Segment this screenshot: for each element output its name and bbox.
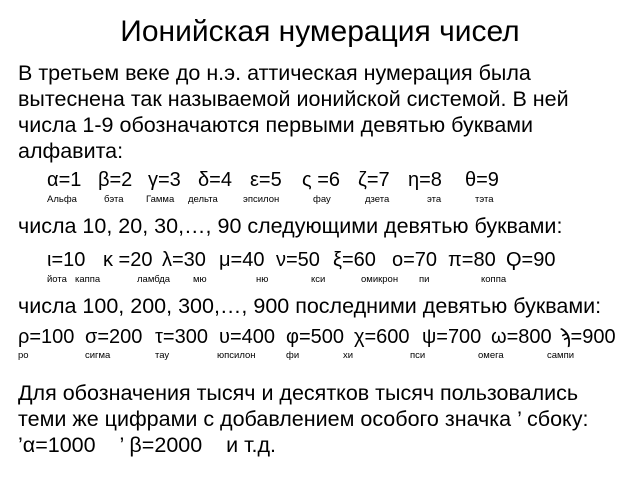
page-title: Ионийская нумерация чисел: [120, 15, 520, 48]
hundreds-value: ψ=700: [422, 326, 482, 348]
tens-name: кси: [311, 274, 326, 285]
hundreds-value: ϡ=900: [559, 326, 616, 348]
hundreds-name: юпсилон: [217, 350, 256, 361]
hundreds-value: χ=600: [354, 326, 410, 348]
hundreds-value: φ=500: [286, 326, 345, 348]
tens-name: йота: [47, 274, 67, 285]
units-value: ε=5: [250, 169, 282, 191]
units-name: эпсилон: [243, 194, 280, 205]
units-name: Гамма: [146, 194, 175, 205]
hundreds-name: тау: [155, 350, 170, 361]
tens-value: ξ=60: [333, 249, 376, 271]
tens-value: π=80: [448, 249, 496, 271]
tens-name: пи: [419, 274, 430, 285]
intro-line-3: числа 1-9 обозначаются первыми девятью буквами: [18, 113, 534, 137]
tens-name: мю: [193, 274, 207, 285]
units-name: тэта: [475, 194, 494, 205]
units-value: δ=4: [198, 169, 232, 191]
units-value: θ=9: [465, 169, 499, 191]
units-value: ς =6: [302, 169, 340, 191]
tens-name: омикрон: [361, 274, 399, 285]
tens-name: ню: [256, 274, 269, 285]
tens-value: ο=70: [392, 249, 438, 271]
hundreds-name: ро: [18, 350, 29, 361]
hundreds-name: омега: [478, 350, 504, 361]
units-value: β=2: [98, 169, 133, 191]
hundreds-name: сигма: [85, 350, 111, 361]
tens-value: μ=40: [219, 249, 265, 271]
units-name: эта: [427, 194, 442, 205]
units-name: дзета: [365, 194, 390, 205]
tens-value: Ϙ=90: [506, 249, 556, 271]
thousands-line-3: ’α=1000 ’ β=2000 и т.д.: [18, 433, 277, 457]
tens-name: коппа: [481, 274, 507, 285]
units-value: ζ=7: [358, 169, 390, 191]
tens-value: κ =20: [103, 249, 153, 271]
hundreds-value: ρ=100: [18, 326, 75, 348]
intro-line-4: алфавита:: [18, 139, 124, 163]
units-name: фау: [313, 194, 331, 205]
tens-value: ν=50: [276, 249, 320, 271]
hundreds-heading: числа 100, 200, 300,…, 900 последними девятью буквами:: [18, 294, 602, 318]
tens-heading: числа 10, 20, 30,…, 90 следующими девятью буквами:: [18, 214, 563, 238]
hundreds-name: фи: [286, 350, 300, 361]
tens-name: каппа: [75, 274, 101, 285]
units-name: Альфа: [47, 194, 77, 205]
units-name: дельта: [188, 194, 218, 205]
hundreds-name: пси: [410, 350, 426, 361]
intro-line-1: В третьем веке до н.э. аттическая нумерация была: [18, 61, 531, 85]
tens-value: ι=10: [47, 249, 86, 271]
hundreds-value: ω=800: [491, 326, 552, 348]
hundreds-value: τ=300: [155, 326, 208, 348]
units-value: η=8: [408, 169, 442, 191]
units-name: бэта: [104, 194, 124, 205]
tens-value: λ=30: [162, 249, 206, 271]
units-value: γ=3: [148, 169, 181, 191]
units-value: α=1: [47, 169, 82, 191]
hundreds-name: хи: [343, 350, 354, 361]
hundreds-value: υ=400: [219, 326, 275, 348]
hundreds-name: сампи: [547, 350, 575, 361]
thousands-line-1: Для обозначения тысяч и десятков тысяч пользовались: [18, 381, 579, 405]
intro-line-2: вытеснена так называемой ионийской системой. В ней: [18, 87, 569, 111]
tens-name: ламбда: [137, 274, 171, 285]
hundreds-value: σ=200: [85, 326, 143, 348]
thousands-line-2: теми же цифрами с добавлением особого значка ’ сбоку:: [18, 407, 589, 431]
